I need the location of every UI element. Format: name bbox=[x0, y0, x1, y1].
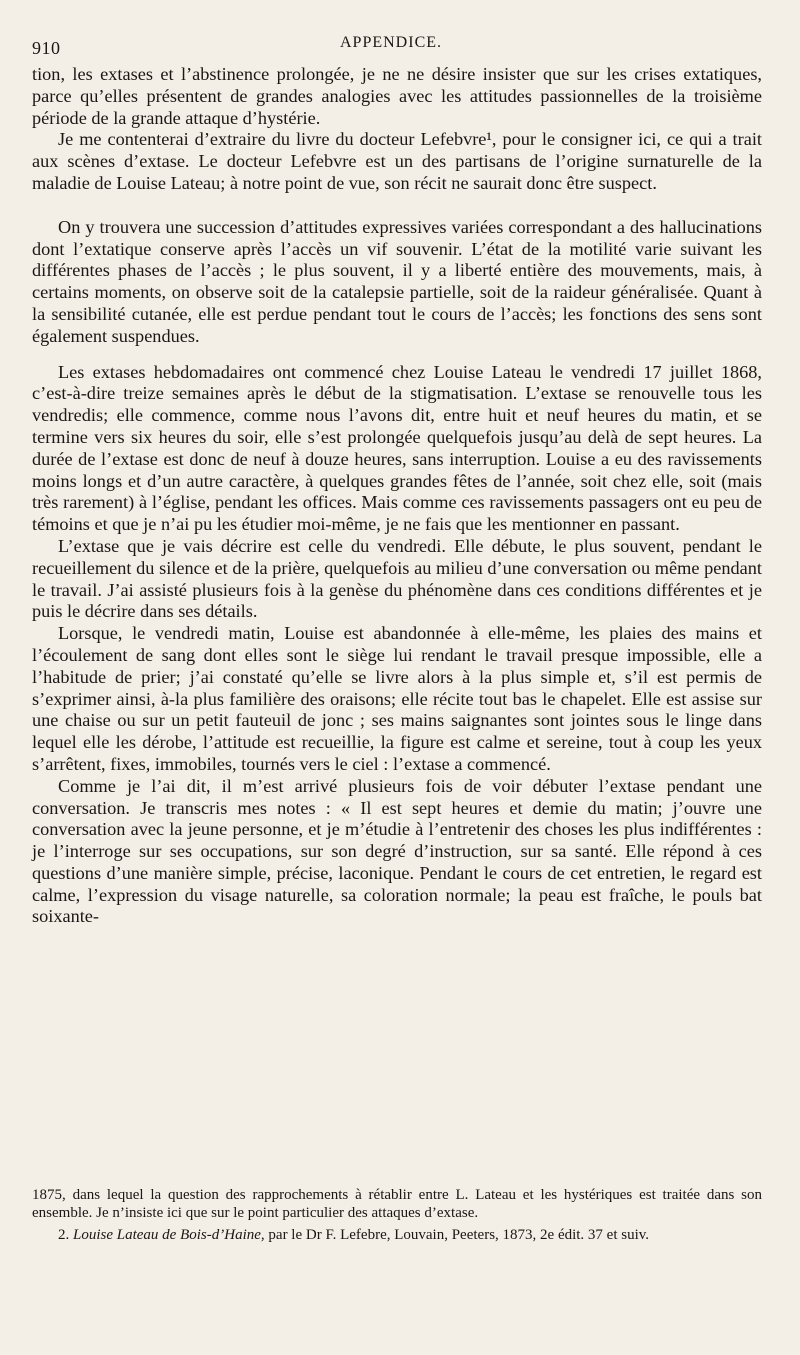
paragraph-friday-morning: Lorsque, le vendredi matin, Louise est abandonnée à elle-même, les plaies des mains et l’écoulement de sang dont elles sont le siège lui rendant le travail presque impossible, elle a l’habitude de prier; j’ai constaté qu’elle se livre alors à la plus simple et, s’il est permis de s’exprimer ainsi, à-la plus familière des oraisons; elle récite tout bas le chapelet. Elle est assise sur une chaise ou sur un petit fauteuil de jonc ; ses mains saignantes sont jointes sous le linge dans lequel elle les dérobe, l’attitude est recueillie, la figure est calme et sereine, tout à coup les yeux s’arrêtent, fixes, immobiles, tournés vers le ciel : l’extase a commencé. bbox=[32, 623, 762, 774]
paragraph-attitudes: On y trouvera une succession d’attitudes expressives variées correspondant a des hallucinations dont l’extatique conserve après l’accès un vif souvenir. L’état de la motilité varie suivant les différentes phases de l’accès ; le plus souvent, il y a liberté entière des mouvements, mais, à certains moments, on observe soit de la catalepsie partielle, soit de la raideur généralisée. Quant à la sensibilité cutanée, elle est perdue pendant tout le cours de l’accès; les fonctions des sens sont également suspendues. bbox=[32, 216, 762, 346]
paragraph-friday-ecstasy: L’extase que je vais décrire est celle du vendredi. Elle débute, le plus souvent, pendant le recueillement du silence et de la prière, quelquefois au milieu d’une conversation ou même pendant le travail. J’ai assisté plusieurs fois à la genèse du phénomène dans ces conditions différentes et je puis le décrire dans ses détails. bbox=[32, 535, 762, 622]
footnote-2-citation: par le Dr F. Lefebre, Louvain, Peeters, 1873, 2e édit. 37 et suiv. bbox=[264, 1227, 650, 1243]
body-text bbox=[32, 64, 762, 928]
footnote-continuation: 1875, dans lequel la question des rapprochements à rétablir entre L. Lateau et les hystériques est traitée dans son ensemble. Je n’insiste ici que sur le point particulier des attaques d’extase. bbox=[32, 1187, 762, 1221]
footnote-2-number: 2. bbox=[58, 1227, 70, 1243]
paragraph-lefebvre-intro: Je me contenterai d’extraire du livre du docteur Lefebvre¹, pour le consigner ici, ce qui a trait aux scènes d’extase. Le docteur Lefebvre est un des partisans de l’origine surnaturelle de la maladie de Louise Lateau; à notre point de vue, son récit ne saurait donc être suspect. bbox=[32, 129, 762, 193]
footnote-2-title: Louise Lateau de Bois-d’Haine, bbox=[73, 1227, 265, 1243]
footnote-2 bbox=[32, 1226, 762, 1244]
footnotes bbox=[32, 1186, 762, 1244]
paragraph-continuation: tion, les extases et l’abstinence prolongée, je ne ne désire insister que sur les crises extatiques, parce qu’elles présentent de grandes analogies avec les attitudes passionnelles de la troisième période de la grande attaque d’hystérie. bbox=[32, 64, 762, 128]
page-number: 910 bbox=[32, 38, 61, 58]
running-head: APPENDICE. bbox=[340, 34, 443, 51]
page-header bbox=[32, 30, 762, 64]
paragraph-weekly-ecstasies: Les extases hebdomadaires ont commencé chez Louise Lateau le vendredi 17 juillet 1868, c’est-à-dire treize semaines après le début de la stigmatisation. L’extase se renouvelle tous les vendredis; elle commence, comme nous l’avons dit, entre huit et neuf heures du matin, et se termine vers six heures du soir, elle s’est prolongée quelquefois jusqu’au delà de sept heures. La durée de l’extase est donc de neuf à douze heures, sans interruption. Louise a eu des ravissements moins longs et d’un autre caractère, à quelques grandes fêtes de l’année, soit chez elle, soit (mais très rarement) à l’église, pendant les offices. Mais comme ces ravissements passagers ont eu peu de témoins et que je n’ai pu les étudier moi-même, je ne fais que les mentionner en passant. bbox=[32, 361, 762, 535]
paragraph-conversation: Comme je l’ai dit, il m’est arrivé plusieurs fois de voir débuter l’extase pendant une conversation. Je transcris mes notes : « Il est sept heures et demie du matin; j’ouvre une conversation avec la jeune personne, et je m’étudie à l’entretenir des choses les plus indifférentes : je l’interroge sur ses occupations, sur son degré d’instruction, sur sa santé. Elle répond à ces questions d’une manière simple, précise, laconique. Pendant le cours de cet entretien, le regard est calme, l’expression du visage naturelle, sa coloration normale; la peau est fraîche, le pouls bat soixante- bbox=[32, 775, 762, 927]
